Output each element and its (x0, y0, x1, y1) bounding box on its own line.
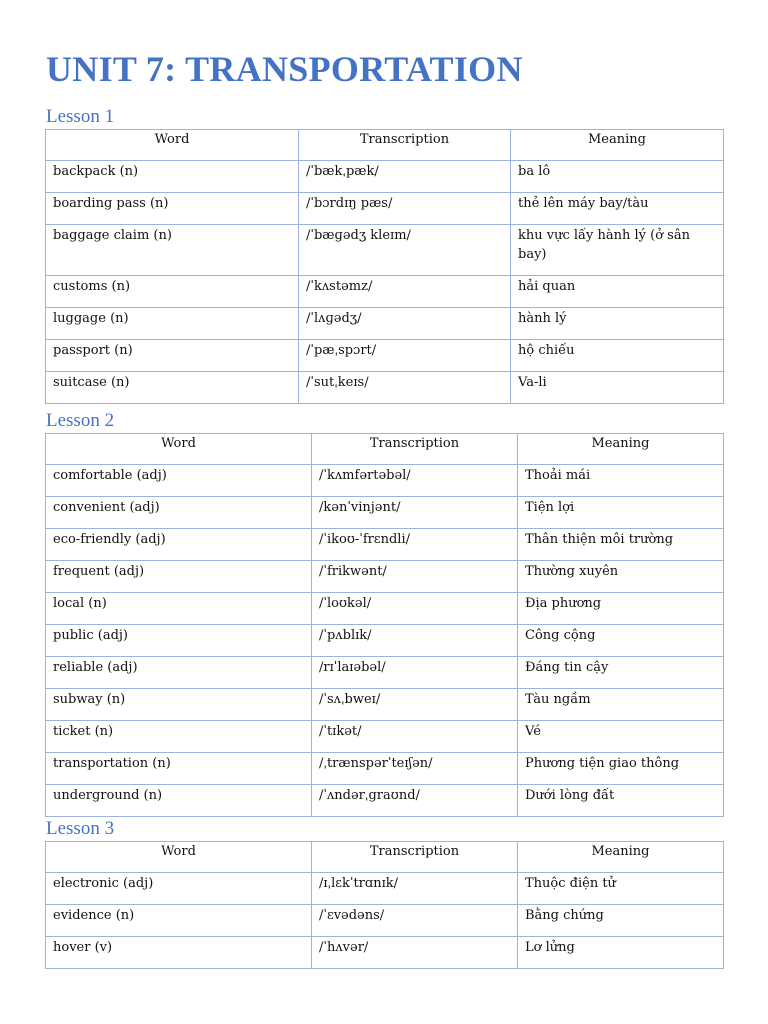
word-cell: evidence (n) (46, 905, 312, 937)
word-cell: boarding pass (n) (46, 193, 299, 225)
meaning-cell: Thuộc điện tử (518, 873, 724, 905)
table-row (46, 276, 724, 308)
meaning-cell: Vé (518, 721, 724, 753)
table-row (46, 497, 724, 529)
header-transcription: Transcription (312, 842, 518, 873)
header-transcription: Transcription (299, 130, 511, 161)
transcription-cell: /ˈlʌɡədʒ/ (299, 308, 511, 340)
meaning-cell: hải quan (511, 276, 724, 308)
meaning-cell: Thân thiện môi trường (518, 529, 724, 561)
table-row (46, 937, 724, 969)
transcription-cell: /ˈtɪkət/ (312, 721, 518, 753)
transcription-cell: /ˈkʌstəmz/ (299, 276, 511, 308)
meaning-cell: Thoải mái (518, 465, 724, 497)
word-cell: ticket (n) (46, 721, 312, 753)
transcription-cell: /ˈikoʊ-ˈfrɛndli/ (312, 529, 518, 561)
table-row (46, 340, 724, 372)
word-cell: backpack (n) (46, 161, 299, 193)
transcription-cell: /ˈfrikwənt/ (312, 561, 518, 593)
meaning-cell: Công cộng (518, 625, 724, 657)
transcription-cell: /rɪˈlaɪəbəl/ (312, 657, 518, 689)
header-word: Word (46, 434, 312, 465)
header-meaning: Meaning (518, 842, 724, 873)
table-header-row (46, 842, 724, 873)
transcription-cell: /ˈkʌmfərtəbəl/ (312, 465, 518, 497)
table-row (46, 785, 724, 817)
word-cell: underground (n) (46, 785, 312, 817)
table-row (46, 193, 724, 225)
word-cell: transportation (n) (46, 753, 312, 785)
word-cell: comfortable (adj) (46, 465, 312, 497)
header-word: Word (46, 130, 299, 161)
transcription-cell: /ˈsʌˌbweɪ/ (312, 689, 518, 721)
word-cell: luggage (n) (46, 308, 299, 340)
transcription-cell: /ˈhʌvər/ (312, 937, 518, 969)
lesson-3-heading: Lesson 3 (46, 818, 115, 839)
table-header-row (46, 434, 724, 465)
table-row (46, 308, 724, 340)
table-row (46, 561, 724, 593)
table-row (46, 593, 724, 625)
table-row (46, 225, 724, 276)
transcription-cell: /ˈpʌblɪk/ (312, 625, 518, 657)
transcription-cell: /kənˈvinjənt/ (312, 497, 518, 529)
meaning-cell: Tàu ngầm (518, 689, 724, 721)
word-cell: baggage claim (n) (46, 225, 299, 276)
word-cell: subway (n) (46, 689, 312, 721)
word-cell: passport (n) (46, 340, 299, 372)
word-cell: reliable (adj) (46, 657, 312, 689)
header-transcription: Transcription (312, 434, 518, 465)
meaning-cell: Phương tiện giao thông (518, 753, 724, 785)
transcription-cell: /ˈpæˌspɔrt/ (299, 340, 511, 372)
lesson-1-vocab-table (45, 129, 724, 404)
word-cell: customs (n) (46, 276, 299, 308)
word-cell: suitcase (n) (46, 372, 299, 404)
table-row (46, 657, 724, 689)
table-row (46, 625, 724, 657)
table-row (46, 529, 724, 561)
lesson-2-heading: Lesson 2 (46, 410, 115, 431)
word-cell: electronic (adj) (46, 873, 312, 905)
table-row (46, 161, 724, 193)
lesson-3-vocab-table (45, 841, 724, 969)
word-cell: frequent (adj) (46, 561, 312, 593)
lesson-2-vocab-table (45, 433, 724, 817)
table-row (46, 465, 724, 497)
table-row (46, 873, 724, 905)
meaning-cell: ba lô (511, 161, 724, 193)
header-meaning: Meaning (518, 434, 724, 465)
meaning-cell: Dưới lòng đất (518, 785, 724, 817)
transcription-cell: /ˈbækˌpæk/ (299, 161, 511, 193)
word-cell: public (adj) (46, 625, 312, 657)
meaning-cell: Thường xuyên (518, 561, 724, 593)
meaning-cell: khu vực lấy hành lý (ở sân bay) (511, 225, 724, 276)
table-row (46, 372, 724, 404)
lesson-1-heading: Lesson 1 (46, 106, 115, 127)
transcription-cell: /ˌtrænspərˈteɪʃən/ (312, 753, 518, 785)
header-meaning: Meaning (511, 130, 724, 161)
word-cell: local (n) (46, 593, 312, 625)
meaning-cell: thẻ lên máy bay/tàu (511, 193, 724, 225)
table-row (46, 753, 724, 785)
meaning-cell: Bằng chứng (518, 905, 724, 937)
transcription-cell: /ˈbæɡədʒ kleɪm/ (299, 225, 511, 276)
word-cell: convenient (adj) (46, 497, 312, 529)
transcription-cell: /ɪˌlɛkˈtrɑnɪk/ (312, 873, 518, 905)
meaning-cell: hành lý (511, 308, 724, 340)
table-header-row (46, 130, 724, 161)
meaning-cell: Lơ lửng (518, 937, 724, 969)
transcription-cell: /ˈɛvədəns/ (312, 905, 518, 937)
meaning-cell: Địa phương (518, 593, 724, 625)
table-row (46, 689, 724, 721)
table-row (46, 905, 724, 937)
page-title: UNIT 7: TRANSPORTATION (46, 49, 523, 89)
meaning-cell: Tiện lợi (518, 497, 724, 529)
table-row (46, 721, 724, 753)
meaning-cell: Va-li (511, 372, 724, 404)
word-cell: hover (v) (46, 937, 312, 969)
transcription-cell: /ˈʌndərˌgraʊnd/ (312, 785, 518, 817)
transcription-cell: /ˈsutˌkeɪs/ (299, 372, 511, 404)
meaning-cell: hộ chiếu (511, 340, 724, 372)
transcription-cell: /ˈloʊkəl/ (312, 593, 518, 625)
meaning-cell: Đáng tin cậy (518, 657, 724, 689)
word-cell: eco-friendly (adj) (46, 529, 312, 561)
header-word: Word (46, 842, 312, 873)
transcription-cell: /ˈbɔrdɪŋ pæs/ (299, 193, 511, 225)
